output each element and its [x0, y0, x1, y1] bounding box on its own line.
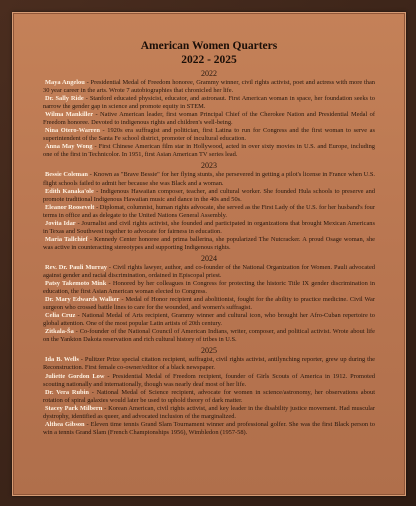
honoree-entry: [43, 127, 375, 143]
honoree-name: Maria Tallchief: [45, 235, 88, 243]
honoree-description: - Eleven time tennis Grand Slam Tournament winner and professional golfer. She was the first Black person to win a tennis Grand Slam (French Championships 1956), Wimbledon (1957-58).: [43, 420, 375, 436]
honoree-name: Rev. Dr. Pauli Murray: [45, 263, 107, 271]
honoree-description: - Presidential Medal of Freedom recipient, founder of Girls Scouts of America in 1912. Promoted scouting nationally and internationally, though was nearly deaf most of her life.: [43, 372, 375, 388]
honoree-description: - Presidential Medal of Freedom honoree, Grammy winner, civil rights activist, poet and actress with more than 30 year career in the arts. Wrote 7 autobiographies that chronicled her life.: [43, 79, 375, 95]
year-heading: 2025: [201, 346, 217, 356]
honoree-name: Juliette Gordon Low: [45, 372, 105, 380]
honoree-entry: [43, 143, 375, 159]
honoree-entry: [43, 79, 375, 95]
page-title: American Women Quarters: [140, 40, 278, 52]
honoree-description: - Kennedy Center honoree and prima ballerina, she popularized The Nutcracker. A proud Osage woman, she was active in counteracting stereotypes and supporting Indigenous rights.: [43, 235, 375, 251]
honoree-name: Anna May Wong: [45, 143, 93, 151]
honoree-entry: [43, 220, 375, 236]
honoree-entry: [43, 328, 375, 344]
honoree-entry: [43, 312, 375, 328]
honoree-description: - National Medal of Arts recipient, Grammy winner and cultural icon, who brought her Afro-Cuban repertoire to global attention. One of the most popular Latin artists of 20th century.: [43, 312, 376, 328]
honoree-entry: [43, 356, 375, 372]
year-heading: 2022: [201, 69, 217, 78]
honoree-entry: [43, 111, 375, 127]
honoree-entry: [43, 280, 375, 296]
honoree-name: Stacey Park Milbern: [45, 404, 103, 412]
honoree-description: - Civil rights lawyer, author, and co-founder of the National Organization for Women. Pauli advocated against gender and racial discrimination, ordained in Episcopal priest.: [43, 263, 375, 279]
year-heading: 2023: [201, 161, 217, 171]
honoree-description: - National Medal of Science recipient, advocate for women in science/astronomy, her observations about rotation of spiral galaxies would later be used to uphold theory of dark matter.: [43, 388, 375, 404]
honoree-name: Wilma Mankiller: [45, 111, 94, 119]
honoree-name: Zitkala-Ša: [45, 328, 74, 336]
honoree-entry: [43, 204, 375, 220]
honoree-entry: [43, 389, 375, 405]
honoree-name: Celia Cruz: [45, 312, 76, 320]
honoree-name: Nina Otero-Warren: [45, 127, 100, 135]
honoree-name: Dr. Mary Edwards Walker: [45, 296, 120, 304]
honoree-entry: [43, 171, 375, 187]
year-range: 2022 - 2025: [181, 54, 237, 66]
honoree-description: - Known as "Brave Bessie" for her flying stunts, she persevered in getting a pilot's license in France when U.S. flight schools failed to admit her because she was Black and a woman.: [43, 171, 375, 187]
plaque: [12, 12, 406, 496]
honoree-entry: [43, 95, 375, 111]
honoree-description: - Medal of Honor recipient and abolitionist, fought for the ability to practice medicine. Civil War surgeon who crossed battle lines to care for the wounded, and women's suffragist.: [43, 296, 375, 312]
honoree-name: Althea Gibson: [45, 420, 85, 428]
honoree-entry: [43, 188, 375, 204]
honoree-description: - Honored by her colleagues in Congress for protecting the historic Title IX gender discrimination in education, the first Asian American woman elected to Congress.: [43, 280, 375, 296]
honoree-name: Dr. Vera Rubin: [45, 388, 89, 396]
honoree-name: Dr. Sally Ride: [45, 95, 84, 103]
honoree-description: - Native American leader, first woman Principal Chief of the Cherokee Nation and Presidential Medal of Freedom honoree. Devoted to indigenous rights and children's well-being.: [43, 111, 376, 127]
honoree-name: Maya Angelou: [45, 79, 85, 86]
honoree-entry: [43, 373, 375, 389]
honoree-entry: [43, 264, 375, 280]
honoree-name: Patsy Takemoto Mink: [45, 280, 107, 288]
honoree-description: - Co-founder of the National Council of American Indians, writer, composer, and political activist. Wrote about life on the Yankton Dakota reservation and rich cultural history of tribes in U.S.: [43, 328, 375, 344]
year-heading: 2024: [201, 253, 217, 263]
honoree-description: - Diplomat, columnist, human rights advocate, she served as the First Lady of the U.S. for her husband's four terms in office and as delegate to the United Nations General Assembly.: [43, 203, 375, 219]
honoree-description: - Pulitzer Prize special citation recipient, suffragist, civil rights activist, antilynching reporter, grew up during the Reconstruction. First female co-owner/editor of a black newspaper.: [43, 356, 375, 372]
honoree-description: - 1920s era suffragist and politician, first Latina to run for Congress and the first woman to serve as superintendent of the Santa Fe school district, promoter of incultural education.: [43, 127, 376, 143]
honoree-name: Ida B. Wells: [45, 356, 79, 364]
honoree-name: Bessie Coleman: [45, 171, 88, 179]
honoree-name: Jovita Idar: [45, 219, 76, 227]
quarters-list: [13, 69, 405, 437]
honoree-name: Eleanor Roosevelt: [45, 203, 95, 211]
honoree-entry: [43, 421, 375, 437]
honoree-description: - Stanford educated physicist, educator, and astronaut. First American woman in space, her foundation seeks to narrow the gender gap in science and promote equity in STEM.: [43, 95, 375, 111]
honoree-description: - Indigenous Hawaiian composer, teacher, and cultural worker. She founded Hula schools to preserve and promote traditional Indigenous Hawaiian music and dance in the 40s and 50s.: [43, 187, 375, 203]
honoree-entry: [43, 405, 375, 421]
honoree-description: - First Chinese American film star in Hollywood, acted in over sixty movies in U.S. and Europe, including one of the first in Technicolor. In 1951, first Asian American TV series lead.: [43, 143, 375, 159]
honoree-entry: [43, 236, 375, 252]
honoree-entry: [43, 296, 375, 312]
honoree-description: - Journalist and civil rights activist, she founded and participated in organizations that brought Mexican Americans in Texas and Southwest together to advocate for fairness in education.: [43, 219, 375, 235]
honoree-name: Edith Kanaka'ole: [45, 187, 94, 195]
honoree-description: - Korean American, civil rights activist, and key leader in the disability justice movement. Had muscular dystrophy, identified as queer, and advocated inclusion of the marginalized.: [43, 404, 375, 420]
